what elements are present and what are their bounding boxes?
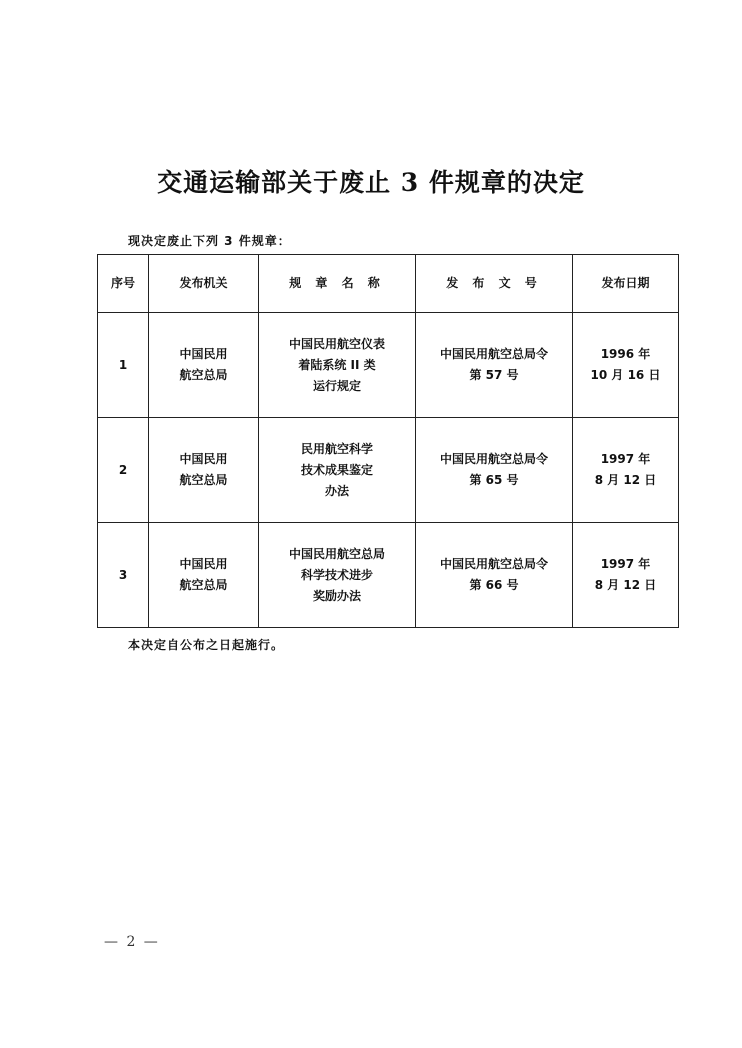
cell-line: 科学技术进步	[300, 567, 373, 582]
cell-line: 中国民用	[179, 347, 228, 361]
cell-line: 着陆系统 II 类	[298, 357, 376, 372]
cell-line: 第 66 号	[469, 578, 519, 592]
header-rule-name: 规 章 名 称	[259, 255, 416, 313]
table-row	[98, 523, 679, 628]
cell-doc-number	[416, 313, 573, 418]
page-number: — 2 —	[104, 934, 160, 950]
cell-line: 中国民用航空总局令	[439, 452, 548, 466]
header-row	[98, 255, 679, 313]
table-row	[98, 418, 679, 523]
cell-line: 民用航空科学	[300, 441, 373, 456]
cell-issuer	[149, 313, 259, 418]
cell-no: 1	[98, 313, 149, 418]
cell-line: 1997 年	[600, 452, 651, 466]
cell-line: 航空总局	[179, 368, 228, 382]
cell-line: 1996 年	[600, 347, 651, 361]
header-date: 发布日期	[573, 255, 679, 313]
header-no: 序号	[98, 255, 149, 313]
cell-line: 中国民用航空总局	[288, 546, 385, 561]
cell-line: 第 57 号	[469, 368, 519, 382]
cell-line: 航空总局	[179, 473, 228, 487]
cell-issuer	[149, 418, 259, 523]
cell-rule-name	[259, 523, 416, 628]
cell-line: 8 月 12 日	[594, 473, 657, 487]
cell-line: 奖励办法	[312, 588, 361, 603]
cell-issuer	[149, 523, 259, 628]
table-body	[98, 313, 679, 628]
cell-line: 中国民用航空总局令	[439, 347, 548, 361]
intro-text: 现决定废止下列 3 件规章：	[128, 234, 291, 248]
cell-date	[573, 523, 679, 628]
table-row	[98, 313, 679, 418]
closing-text: 本决定自公布之日起施行。	[128, 638, 285, 652]
cell-line: 10 月 16 日	[590, 368, 661, 382]
cell-line: 中国民用	[179, 452, 228, 466]
cell-line: 1997 年	[600, 557, 651, 571]
cell-date	[573, 313, 679, 418]
cell-doc-number	[416, 523, 573, 628]
cell-line: 8 月 12 日	[594, 578, 657, 592]
cell-line: 中国民用航空总局令	[439, 557, 548, 571]
cell-doc-number	[416, 418, 573, 523]
repealed-rules-table	[97, 254, 679, 628]
cell-line: 第 65 号	[469, 473, 519, 487]
header-issuer: 发布机关	[149, 255, 259, 313]
cell-line: 运行规定	[312, 378, 361, 393]
cell-date	[573, 418, 679, 523]
cell-line: 中国民用	[179, 557, 228, 571]
cell-line: 办法	[324, 483, 349, 498]
cell-no: 2	[98, 418, 149, 523]
table-header	[98, 255, 679, 313]
cell-rule-name	[259, 418, 416, 523]
header-doc-number: 发 布 文 号	[416, 255, 573, 313]
cell-rule-name	[259, 313, 416, 418]
document-title: 交通运输部关于废止 3 件规章的决定	[157, 168, 585, 197]
cell-line: 技术成果鉴定	[300, 462, 373, 477]
cell-line: 中国民用航空仪表	[288, 336, 385, 351]
cell-no: 3	[98, 523, 149, 628]
cell-line: 航空总局	[179, 578, 228, 592]
